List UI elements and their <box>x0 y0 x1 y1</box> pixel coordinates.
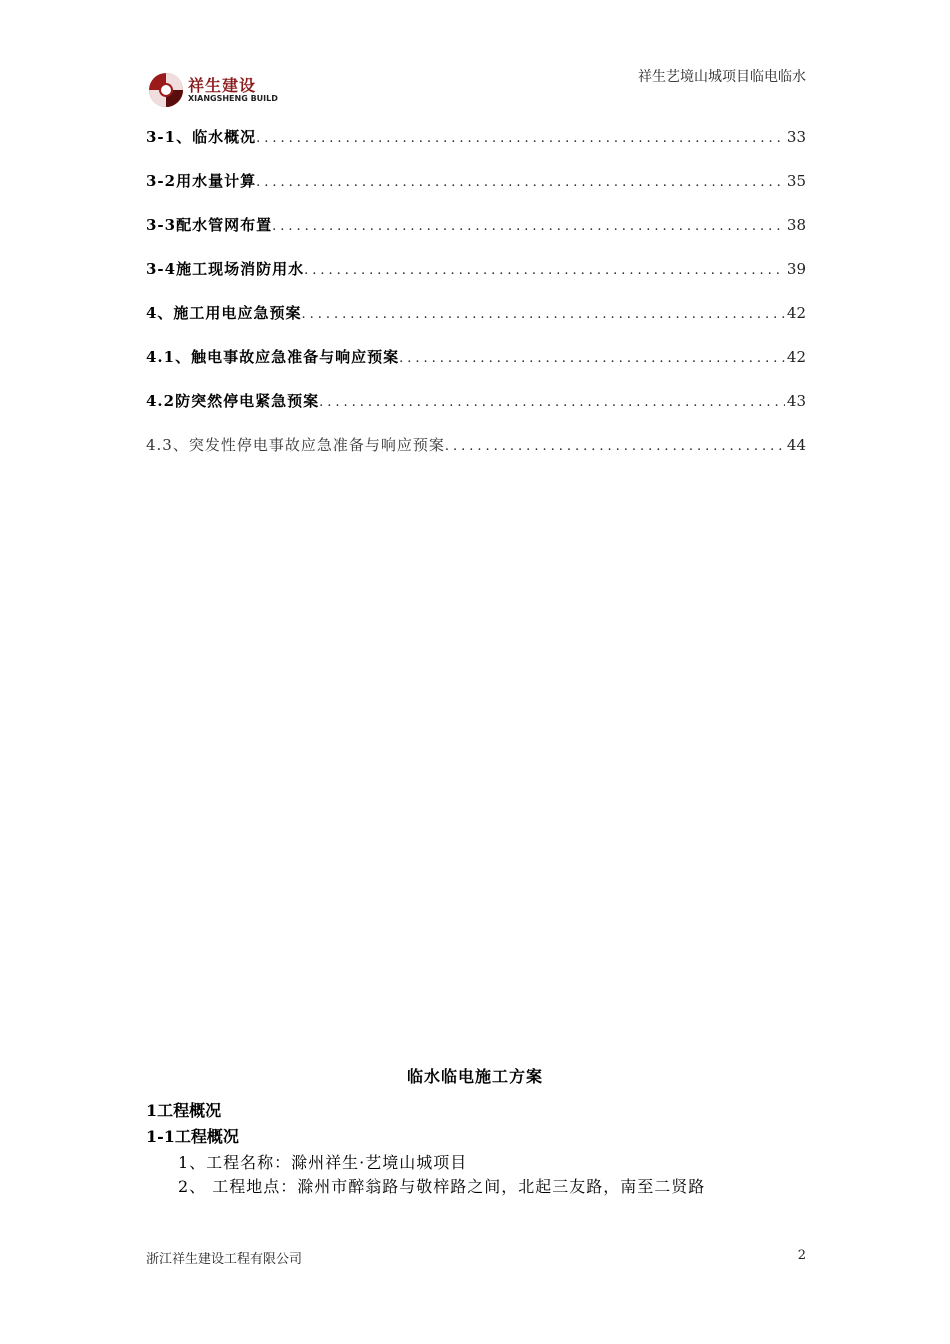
toc-entry-page: 42 <box>786 348 806 366</box>
toc-entry-label: 4.1、触电事故应急准备与响应预案 <box>146 348 400 366</box>
toc-entry-page: 33 <box>786 128 806 146</box>
toc-entry-page: 38 <box>786 216 806 234</box>
toc-entry[interactable] <box>146 214 806 258</box>
document-title: 临水临电施工方案 <box>406 1067 543 1086</box>
section-heading: 1工程概况 <box>146 1101 222 1120</box>
toc-entry-page: 42 <box>786 304 806 322</box>
toc-entry[interactable] <box>146 434 806 478</box>
toc-entry-page: 44 <box>786 436 806 454</box>
toc-entry-label: 3-1、临水概况 <box>146 128 257 146</box>
project-name-line: 1、工程名称：滁州祥生·艺境山城项目 <box>178 1153 468 1172</box>
toc-leader-dots <box>304 263 785 278</box>
toc-entry[interactable] <box>146 126 806 170</box>
company-logo <box>146 70 276 112</box>
toc-leader-dots <box>445 439 785 454</box>
logo-swirl-icon <box>146 70 186 110</box>
toc-entry-label: 3-4施工现场消防用水 <box>146 260 305 278</box>
toc-leader-dots <box>256 131 785 146</box>
toc-entry-label: 3-3配水管网布置 <box>146 216 273 234</box>
header-title: 祥生艺境山城项目临电临水 <box>638 69 806 85</box>
toc-entry-label: 4、施工用电应急预案 <box>146 304 302 322</box>
toc-entry-page: 39 <box>786 260 806 278</box>
toc-entry-label: 3-2用水量计算 <box>146 172 257 190</box>
subsection-heading: 1-1工程概况 <box>146 1127 239 1146</box>
toc-entry-label: 4.2防突然停电紧急预案 <box>146 392 320 410</box>
toc-leader-dots <box>319 395 785 410</box>
footer-company: 浙江祥生建设工程有限公司 <box>146 1252 303 1267</box>
toc-entry-page: 35 <box>786 172 806 190</box>
table-of-contents <box>146 126 806 478</box>
toc-entry-page: 43 <box>786 392 806 410</box>
toc-leader-dots <box>399 351 785 366</box>
toc-leader-dots <box>256 175 785 190</box>
toc-entry[interactable] <box>146 346 806 390</box>
logo-text-cn: 祥生建设 <box>188 76 257 95</box>
toc-entry[interactable] <box>146 302 806 346</box>
toc-entry-label: 4.3、突发性停电事故应急准备与响应预案 <box>146 436 445 454</box>
project-location-line: 2、 工程地点：滁州市醉翁路与敬梓路之间，北起三友路，南至二贤路 <box>178 1177 706 1196</box>
toc-leader-dots <box>301 307 784 322</box>
logo-text-en: XIANGSHENG BUILD <box>188 94 278 103</box>
toc-entry[interactable] <box>146 390 806 434</box>
toc-leader-dots <box>272 219 785 234</box>
footer-page-number: 2 <box>797 1248 806 1263</box>
toc-entry[interactable] <box>146 258 806 302</box>
toc-entry[interactable] <box>146 170 806 214</box>
